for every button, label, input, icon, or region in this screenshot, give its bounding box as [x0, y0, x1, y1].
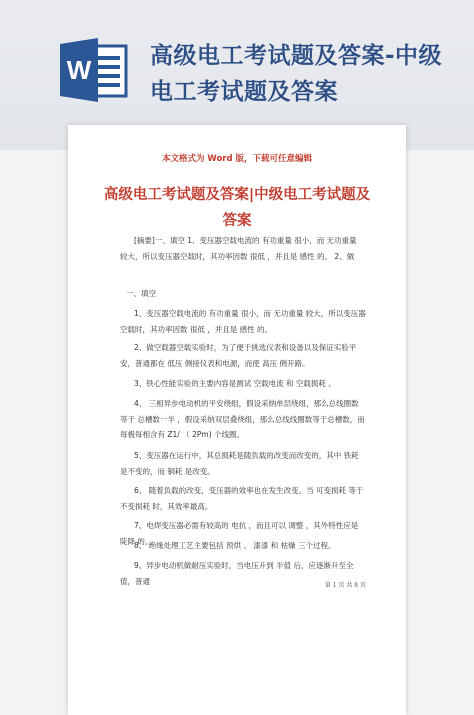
document-title-line1: 高级电工考试题及答案|中级电工考试题及 [103, 187, 371, 203]
page-title-line1: 高级电工考试题及答案-中级 [150, 43, 443, 69]
paragraph-2: 2、做空载器空载实验时，为了便于挑选仪表和设备以及保证实验平安，普通都在 低压 侧接仪表和电源，而使 高压 侧开路。 [120, 343, 357, 368]
paragraph-4: 4、 三相异步电动机的平安绕组，假设采纳单层绕组，那么总线圈数等于 总槽数一半 ，假设采纳双层叠绕组，那么总线线圈数等于总槽数，而每极每相含有 Z1/ （ 2Pm) 个线圈。 [120, 399, 365, 439]
page-title [150, 38, 460, 110]
paragraph-9: 9、异步电动机做耐压实验时，当电压升到 半值 后，应逐渐升至全值，普通 [120, 561, 354, 586]
paragraph-8: 8、 绝缘处理工艺主要包括 预烘 、 漆漆 和 枯燥 三个过程。 [134, 541, 336, 550]
paragraph-1: 1、变压器空载电流的 有功重量 很小，而 无功重量 较大，所以变压器空载时，其功率因数 很低 ，并且是 感性 的。 [120, 309, 366, 334]
page-title-line2: 电工考试题及答案 [150, 79, 338, 105]
paragraph-7: 7、电焊变压器必需有较高的 电抗 ，而且可以 调整 ，其外特性应是 陡降 的。 [120, 521, 359, 546]
page-number: 第 1 页 共 8 页 [324, 582, 366, 589]
word-doc-icon [58, 38, 130, 102]
svg-text:W: W [66, 55, 92, 85]
document-title-line2: 答案 [222, 213, 252, 229]
abstract-text: [摘要]一、填空 1、变压器空载电流的 有功重量 很小，而 无功重量 较大，所以变压器空载时，其功率因数 很低 ，并且是 感性 的。 2、做 [120, 236, 357, 261]
format-notice: 本文格式为 Word 版，下载可任意编辑 [161, 154, 313, 164]
paragraph-3: 3、铁心性能实验的主要内容是测试 空载电流 和 空载损耗 。 [134, 379, 336, 388]
paragraph-5: 5、变压器在运行中，其总损耗是随负载的改变而改变的，其中 铁耗 是不变的，而 铜耗 是改变。 [120, 451, 359, 476]
paragraph-6: 6、 随着负载的改变，变压器的效率也在发生改变。当 可变损耗 等于 不变损耗 时，其效率最高。 [120, 486, 364, 511]
section-heading: 一、填空 [126, 289, 156, 298]
document-title [88, 182, 386, 234]
document-page [68, 125, 406, 715]
